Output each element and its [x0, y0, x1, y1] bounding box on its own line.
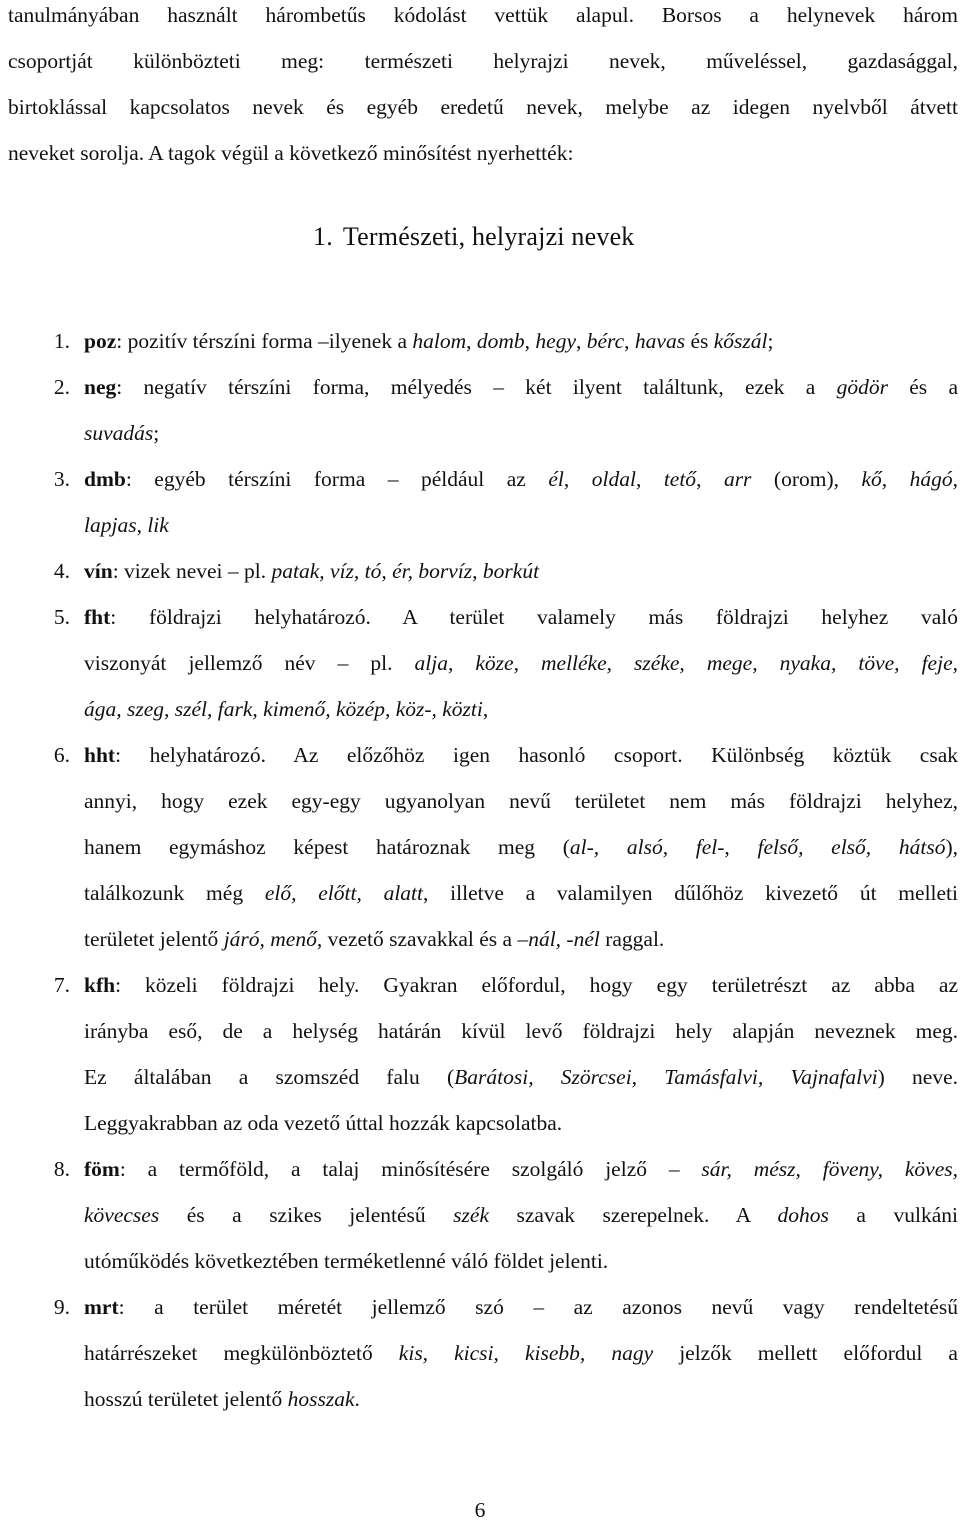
- intro-line: birtoklással kapcsolatos nevek és egyéb eredetű nevek, melybe az idegen nyelvből átvett: [8, 95, 958, 119]
- item-line: [84, 732, 958, 778]
- item-example: ága, szeg, szél, fark, kimenő, közép, köz-, közti: [84, 697, 483, 721]
- item-example: tető: [663, 467, 697, 491]
- item-example: domb: [476, 329, 525, 353]
- list-item: [0, 548, 960, 594]
- item-line: [84, 824, 958, 870]
- item-line: [84, 1192, 958, 1238]
- item-line: [84, 502, 958, 548]
- intro-line: neveket sorolja. A tagok végül a következő minősítést nyerhették:: [8, 141, 574, 165]
- item-code: föm: [84, 1157, 120, 1181]
- section-title: Természeti, helyrajzi nevek: [342, 222, 635, 251]
- item-code: poz: [84, 329, 117, 353]
- item-code: mrt: [84, 1295, 119, 1319]
- item-text: ),: [945, 835, 958, 859]
- item-number: 5.: [53, 605, 70, 629]
- item-text: : a termőföld, a talaj minősítésére szolgáló jelző –: [119, 1157, 702, 1181]
- item-line: [84, 318, 958, 364]
- item-text: területet jelentő: [84, 927, 224, 951]
- item-text: : egyéb térszíni forma – például az: [125, 467, 549, 491]
- item-example: halom: [412, 329, 467, 353]
- item-number: 8.: [53, 1157, 70, 1181]
- item-text: és a szikes jelentésű: [159, 1203, 454, 1227]
- item-example: lapjas: [84, 513, 137, 537]
- item-line: utóműködés következtében terméketlenné váló földet jelenti.: [84, 1249, 609, 1273]
- item-text: ) neve.: [877, 1065, 959, 1089]
- item-example: sár, mész, föveny, köves,: [701, 1157, 958, 1181]
- item-line: annyi, hogy ezek egy-egy ugyanolyan nevű területet nem más földrajzi helyhez,: [84, 789, 958, 813]
- item-text: hosszú területet jelentő: [84, 1387, 288, 1411]
- item-code: kfh: [84, 973, 116, 997]
- item-text: találkozunk még: [84, 881, 265, 905]
- item-text: ,: [482, 697, 489, 721]
- item-text: ,: [881, 467, 910, 491]
- item-example: dohos: [777, 1203, 829, 1227]
- item-example: járó, menő: [223, 927, 317, 951]
- item-example: lik: [147, 513, 169, 537]
- item-text: hanem egymáshoz képest határoznak meg (: [84, 835, 570, 859]
- item-example: alja, köze, melléke, széke, mege, nyaka, töve, feje,: [414, 651, 958, 675]
- intro-line: csoportját különbözteti meg: természeti helyrajzi nevek, műveléssel, gazdasággal,: [8, 49, 958, 73]
- item-line: Leggyakrabban az oda vezető úttal hozzák kapcsolatba.: [84, 1111, 563, 1135]
- item-text: viszonyát jellemző név – pl.: [84, 651, 415, 675]
- item-text: : földrajzi helyhatározó. A terület valamely más földrajzi helyhez való: [110, 605, 958, 629]
- item-text: ,: [952, 467, 959, 491]
- item-example: él: [548, 467, 564, 491]
- item-number: 9.: [53, 1295, 70, 1319]
- item-example: elő, előtt, alatt: [264, 881, 424, 905]
- item-example: szék: [453, 1203, 489, 1227]
- item-text: szavak szerepelnek. A: [489, 1203, 778, 1227]
- item-text: : a terület méretét jellemző szó – az azonos nevű vagy rendeltetésű: [118, 1295, 958, 1319]
- item-line: [84, 548, 958, 594]
- item-number: 2.: [53, 375, 70, 399]
- item-line: [84, 1054, 958, 1100]
- item-example: hosszak: [287, 1387, 355, 1411]
- item-code: hht: [84, 743, 116, 767]
- item-number: 6.: [53, 743, 70, 767]
- list-item: [0, 318, 960, 364]
- item-text: raggal.: [599, 927, 665, 951]
- item-example: oldal: [591, 467, 636, 491]
- item-text: : pozitív térszíni forma –ilyenek a: [116, 329, 413, 353]
- item-number: 1.: [53, 329, 70, 353]
- item-example: al-, alsó, fel-, felső, első, hátsó: [569, 835, 946, 859]
- item-line: [84, 594, 958, 640]
- item-line: [84, 870, 958, 916]
- section-number: 1.: [313, 222, 333, 251]
- item-text: jelzők mellett előfordul a: [653, 1341, 958, 1365]
- page-number: 6: [474, 1498, 486, 1522]
- item-code: neg: [84, 375, 117, 399]
- item-code: dmb: [84, 467, 126, 491]
- item-example: havas: [634, 329, 686, 353]
- item-text: ,: [624, 329, 635, 353]
- item-line: [84, 410, 958, 456]
- item-text: Ez általában a szomszéd falu (: [84, 1065, 455, 1089]
- item-text: és: [685, 329, 714, 353]
- list-item: [0, 1146, 960, 1284]
- item-line: irányba eső, de a helység határán kívül levő földrajzi hely alapján neveznek meg.: [84, 1019, 958, 1043]
- item-example: kis, kicsi, kisebb, nagy: [398, 1341, 654, 1365]
- item-example: nál, -nél: [528, 927, 600, 951]
- item-text: ;: [153, 421, 160, 445]
- item-number: 7.: [53, 973, 70, 997]
- intro-line: tanulmányában használt hárombetűs kódolást vettük alapul. Borsos a helynevek három: [8, 3, 958, 27]
- item-example: patak, víz, tó, ér, borvíz, borkút: [271, 559, 540, 583]
- item-text: ;: [767, 329, 774, 353]
- list-item: [0, 732, 960, 962]
- item-example: suvadás: [84, 421, 154, 445]
- item-example: Barátosi, Szörcsei, Tamásfalvi, Vajnafalvi: [454, 1065, 878, 1089]
- item-example: hegy: [535, 329, 577, 353]
- item-line: [84, 456, 958, 502]
- item-example: kövecses: [84, 1203, 160, 1227]
- item-line: [84, 364, 958, 410]
- item-text: ,: [576, 329, 587, 353]
- item-code: fht: [84, 605, 111, 629]
- item-text: ,: [136, 513, 148, 537]
- item-text: , illetve a valamilyen dűlőhöz kivezető út melleti: [423, 881, 959, 905]
- item-number: 4.: [53, 559, 70, 583]
- item-text: , vezető szavakkal és a –: [316, 927, 529, 951]
- item-text: a vulkáni: [828, 1203, 958, 1227]
- item-text: : vizek nevei – pl.: [112, 559, 272, 583]
- item-text: határrészeket megkülönböztető: [84, 1341, 399, 1365]
- item-text: : helyhatározó. Az előzőhöz igen hasonló csoport. Különbség köztük csak: [115, 743, 958, 767]
- item-text: ,: [563, 467, 592, 491]
- list-item: [0, 1284, 960, 1422]
- item-line: [84, 1330, 958, 1376]
- item-line: [84, 962, 958, 1008]
- list-item: [0, 962, 960, 1146]
- item-text: és a: [887, 375, 959, 399]
- item-text: ,: [635, 467, 664, 491]
- item-text: ,: [696, 467, 724, 491]
- item-text: : negatív térszíni forma, mélyedés – két ilyent találtunk, ezek a: [116, 375, 837, 399]
- item-line: [84, 640, 958, 686]
- item-example: gödör: [836, 375, 888, 399]
- section-heading: [313, 222, 635, 252]
- item-text: .: [354, 1387, 360, 1411]
- item-text: (orom),: [751, 467, 862, 491]
- list-item: [0, 456, 960, 548]
- item-code: vín: [84, 559, 113, 583]
- item-text: ,: [524, 329, 536, 353]
- list-item: [0, 364, 960, 456]
- item-example: kőszál: [713, 329, 768, 353]
- item-number: 3.: [53, 467, 70, 491]
- item-example: bérc: [586, 329, 625, 353]
- item-example: kő: [861, 467, 882, 491]
- code-list: [0, 318, 960, 1422]
- list-item: [0, 594, 960, 732]
- item-line: [84, 916, 958, 962]
- intro-paragraph: [8, 0, 958, 176]
- item-example: hágó: [909, 467, 953, 491]
- item-line: [84, 686, 958, 732]
- item-example: arr: [723, 467, 752, 491]
- item-line: [84, 1284, 958, 1330]
- item-line: [84, 1146, 958, 1192]
- item-line: [84, 1376, 958, 1422]
- item-text: ,: [466, 329, 477, 353]
- item-text: : közeli földrajzi hely. Gyakran előfordul, hogy egy területrészt az abba az: [115, 973, 958, 997]
